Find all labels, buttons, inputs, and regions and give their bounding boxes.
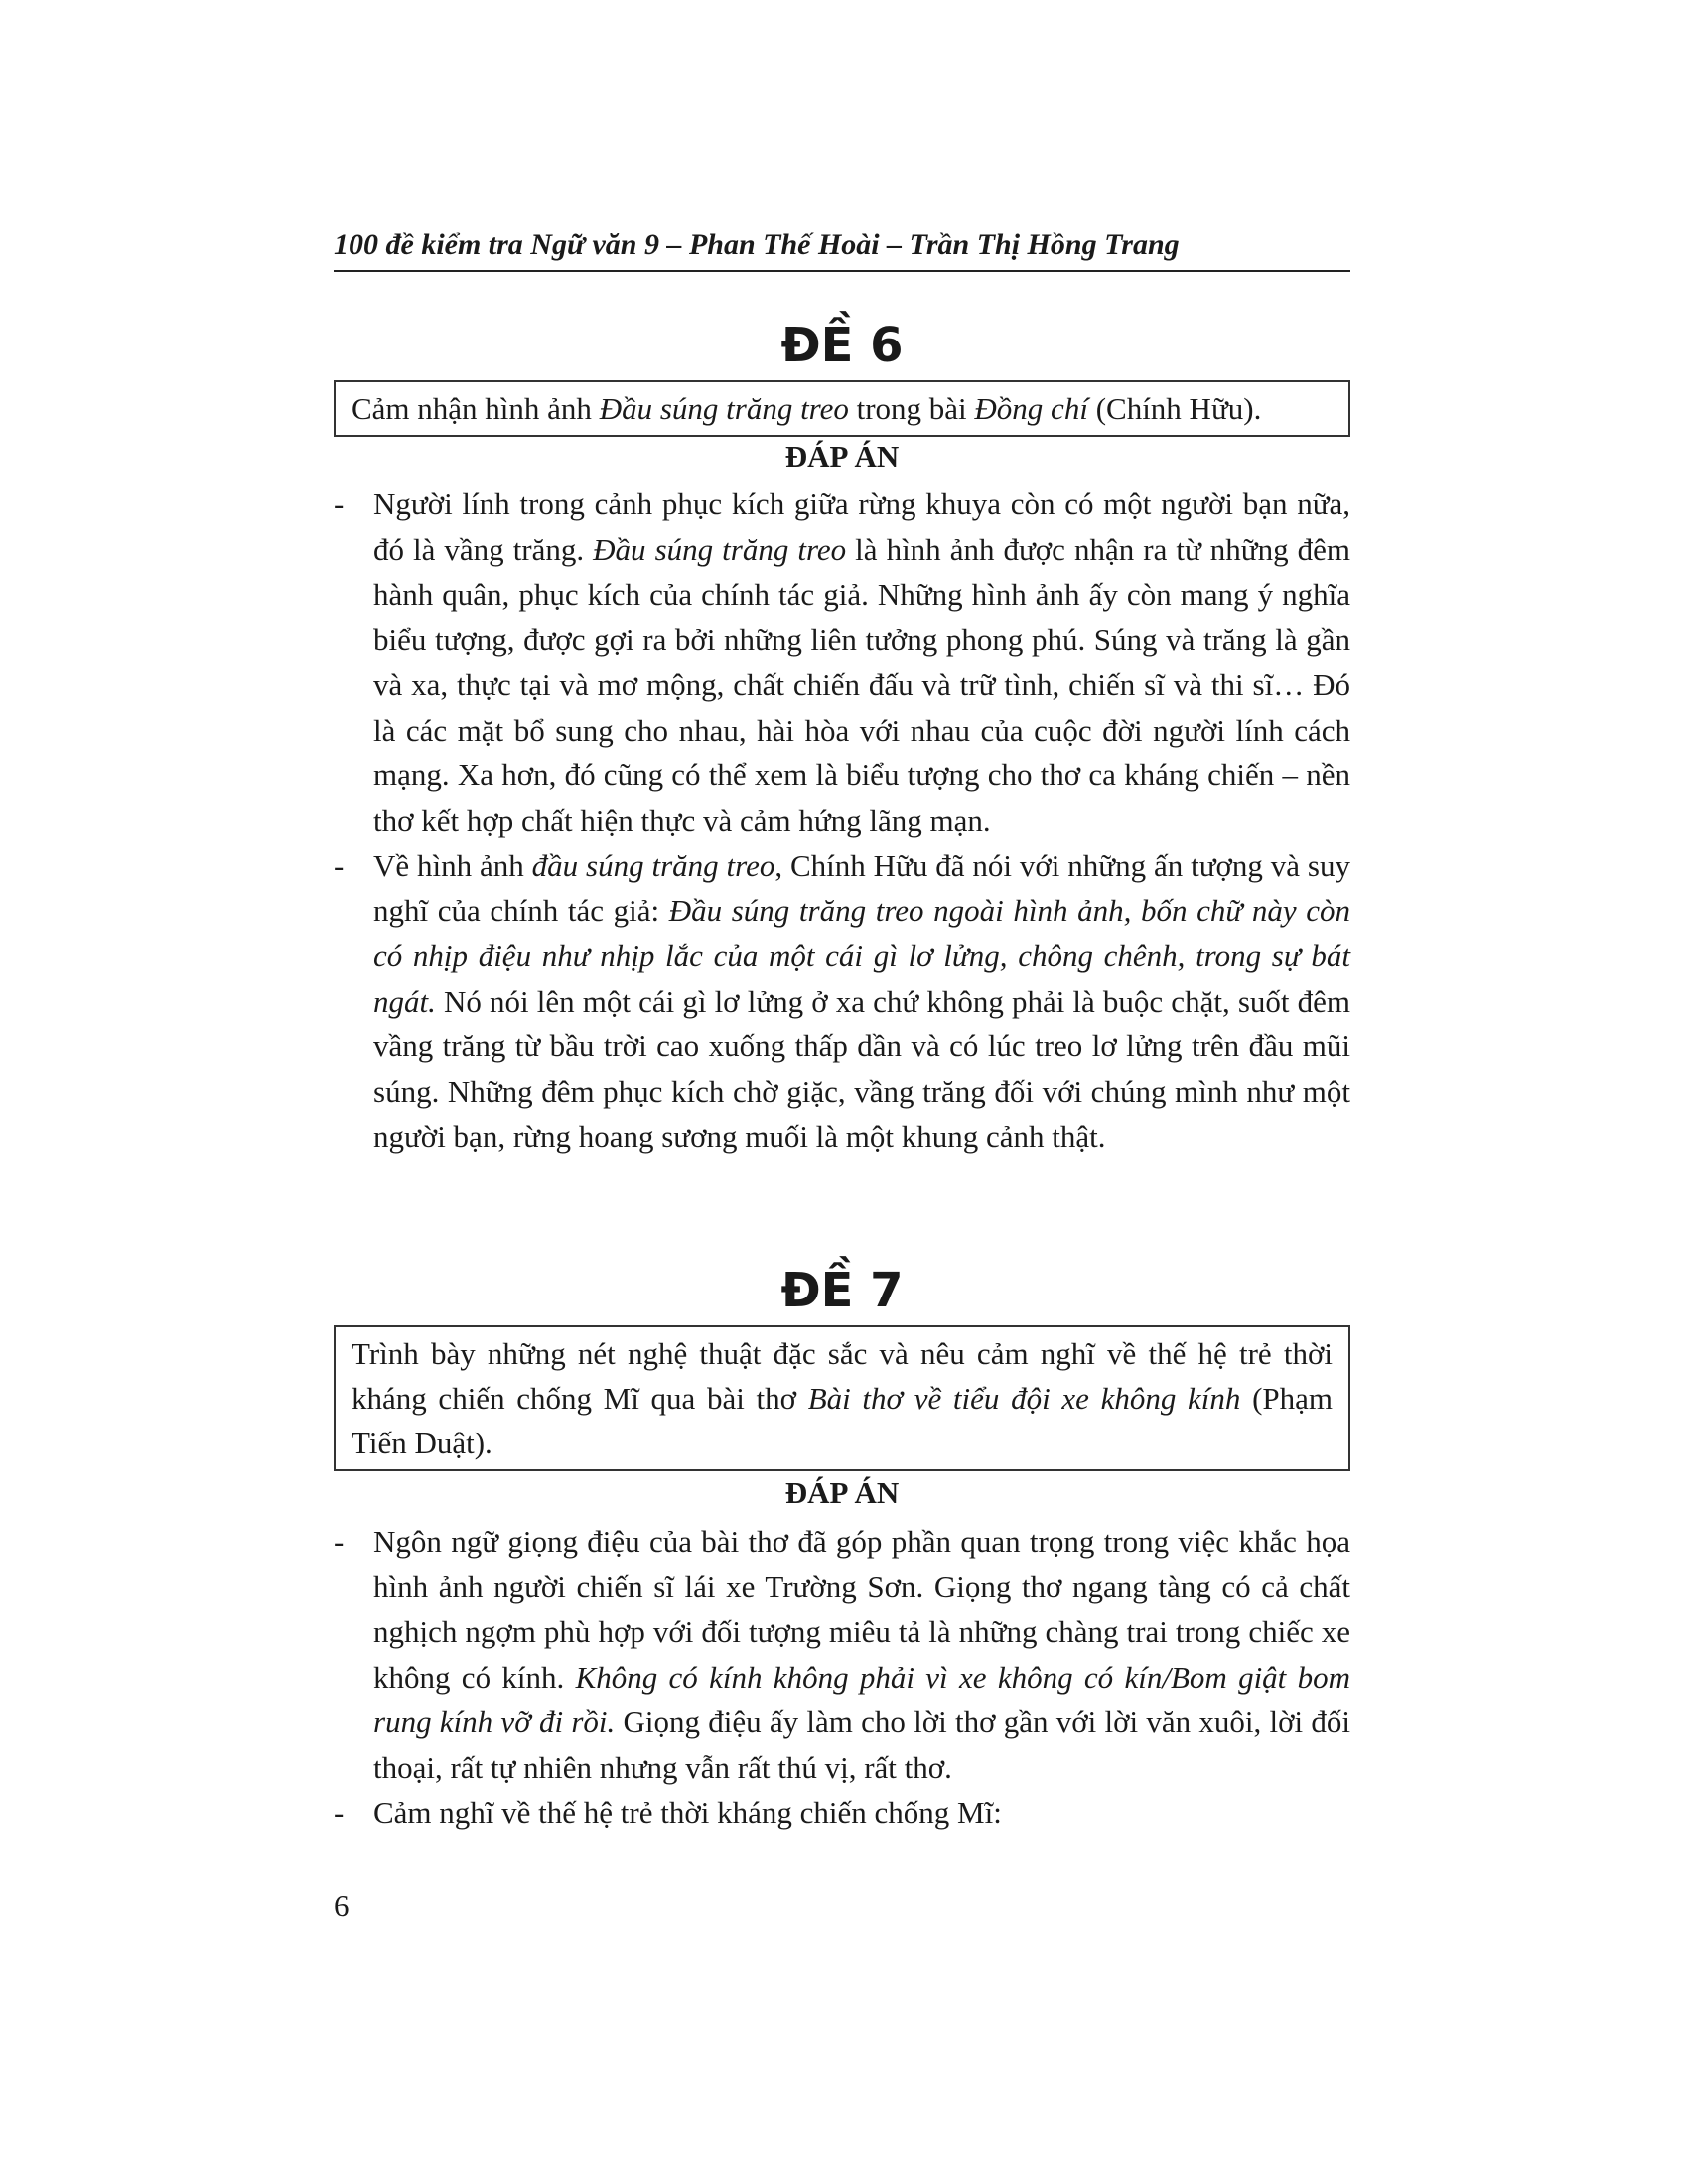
de6-item2-text-2: , Chính Hữu đã nói với những ấn tượng và suy nghĩ của chính tác giả: bbox=[373, 848, 1350, 928]
de6-title: ĐỀ 6 bbox=[780, 318, 904, 373]
bullet-dash: - bbox=[334, 1524, 345, 1559]
de6-item2-text-3: Nó nói lên một cái gì lơ lửng ở xa chứ không phải là buộc chặt, suốt đêm vầng trăng từ bầu trời cao xuống thấp dần và có lúc treo lơ lửng trên đầu mũi súng. Những đêm phục kích chờ giặc, vầng trăng đối với chúng mình như một người bạn, rừng hoang sương muối là một khung cảnh thật. bbox=[373, 983, 1350, 1154]
de7-item1-italic-quote: Không có kính không phải vì xe không có kín/Bom giật bom rung kính vỡ đi rồi. bbox=[373, 1659, 1350, 1739]
de6-question-text: Cảm nhận hình ảnh bbox=[352, 391, 600, 426]
de7-answer-item-2 bbox=[334, 1790, 1350, 1836]
de6-item2-text: Về hình ảnh bbox=[373, 848, 532, 883]
de7-question-box bbox=[334, 1325, 1350, 1471]
de6-question-text-2: trong bài bbox=[848, 391, 975, 426]
de7-item1-text-2: Giọng điệu ấy làm cho lời thơ gần với lời văn xuôi, lời đối thoại, rất tự nhiên nhưng vẫn rất thú vị, rất thơ. bbox=[373, 1705, 1350, 1785]
bullet-dash: - bbox=[334, 848, 345, 883]
de7-question-italic: Bài thơ về tiểu đội xe không kính bbox=[807, 1381, 1241, 1416]
running-header: 100 đề kiểm tra Ngữ văn 9 – Phan Thế Hoài – Trần Thị Hồng Trang bbox=[334, 228, 1350, 272]
de7-answer-label: ĐÁP ÁN bbox=[784, 1475, 900, 1510]
de6-question-text-3: (Chính Hữu). bbox=[1087, 391, 1262, 426]
de7-answer-list bbox=[334, 1519, 1350, 1836]
de7-item2-text: Cảm nghĩ về thế hệ trẻ thời kháng chiến chống Mĩ: bbox=[373, 1795, 1002, 1830]
de6-item1-italic: Đầu súng trăng treo bbox=[593, 531, 847, 567]
page-number: 6 bbox=[334, 1888, 350, 1923]
bullet-dash: - bbox=[334, 486, 345, 521]
de6-answer-item-1 bbox=[334, 481, 1350, 843]
de6-question-italic-2: Đồng chí bbox=[974, 391, 1088, 426]
de7-answer-item-1 bbox=[334, 1519, 1350, 1790]
de7-question-text: Trình bày những nét nghệ thuật đặc sắc và nêu cảm nghĩ về thế hệ trẻ thời kháng chiến chống Mĩ qua bài thơ bbox=[352, 1336, 1333, 1416]
de6-item1-text: Người lính trong cảnh phục kích giữa rừng khuya còn có một người bạn nữa, đó là vầng trăng. bbox=[373, 486, 1350, 567]
de7-title: ĐỀ 7 bbox=[780, 1263, 904, 1318]
de7-question-text-2: (Phạm Tiến Duật). bbox=[352, 1381, 1334, 1460]
bullet-dash: - bbox=[334, 1795, 345, 1830]
de6-item1-text-2: là hình ảnh được nhận ra từ những đêm hành quân, phục kích của chính tác giả. Những hình ảnh ấy còn mang ý nghĩa biểu tượng, được gợi ra bởi những liên tưởng phong phú. Súng và trăng là gần và xa, thực tại và mơ mộng, chất chiến đấu và trữ tình, chiến sĩ và thi sĩ… Đó là các mặt bổ sung cho nhau, hài hòa với nhau của cuộc đời người lính cách mạng. Xa hơn, đó cũng có thể xem là biểu tượng cho thơ ca kháng chiến – nền thơ kết hợp chất hiện thực và cảm hứng lãng mạn. bbox=[373, 531, 1350, 838]
de6-question-box bbox=[334, 380, 1350, 437]
de6-answer-item-2 bbox=[334, 843, 1350, 1160]
de6-item2-italic: đầu súng trăng treo bbox=[531, 848, 775, 883]
de6-question-italic-1: Đầu súng trăng treo bbox=[599, 391, 849, 426]
de6-answer-label: ĐÁP ÁN bbox=[784, 439, 900, 474]
de7-item1-text: Ngôn ngữ giọng điệu của bài thơ đã góp phần quan trọng trong việc khắc họa hình ảnh người chiến sĩ lái xe Trường Sơn. Giọng thơ ngang tàng có cả chất nghịch ngợm phù hợp với đối tượng miêu tả là những chàng trai trong chiếc xe không có kính. bbox=[373, 1524, 1350, 1695]
de6-item2-italic-quote: Đầu súng trăng treo ngoài hình ảnh, bốn chữ này còn có nhịp điệu như nhịp lắc của một cái gì lơ lửng, chông chênh, trong sự bát ngát. bbox=[373, 892, 1350, 1019]
de6-answer-list bbox=[334, 481, 1350, 1160]
